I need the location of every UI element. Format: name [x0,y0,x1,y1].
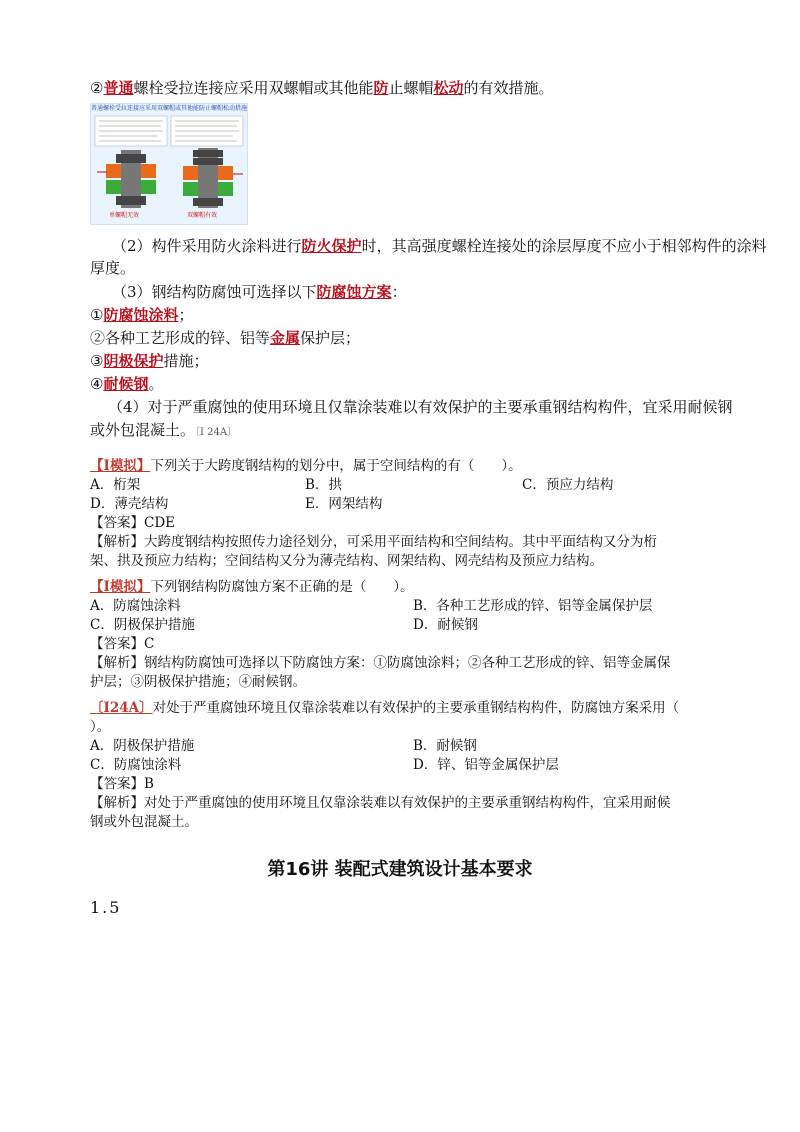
figure-label-left: 单螺帽无效 [109,212,140,219]
q1-explanation-line1: 【解析】大跨度钢结构按照传力途径划分，可采用平面结构和空间结构。其中平面结构又分为桁 [90,534,657,550]
option-item-2: ②各种工艺形成的锌、铝等金属保护层； [90,329,361,347]
question-3-stem-line2: ）。 [90,719,111,735]
option-item-3: ③阴极保护措施； [90,352,209,370]
q3-option-b: B．耐候钢 [413,738,477,754]
section-number: 1.5 [90,898,122,917]
q1-option-c: C．预应力结构 [522,477,614,493]
q2-explanation-line1: 【解析】钢结构防腐蚀可选择以下防腐蚀方案：①防腐蚀涂料；②各种工艺形成的锌、铝等金属保 [90,655,671,671]
bolt-figure [90,103,248,225]
q2-option-a: A．防腐蚀涂料 [90,598,181,614]
q1-option-b: B．拱 [305,477,342,493]
option-item-4: ④耐候钢。 [90,375,164,393]
q3-explanation-line2: 钢或外包混凝土。 [90,814,198,830]
question-3-stem: 〔I24A〕对处于严重腐蚀环境且仅靠涂装难以有效保护的主要承重钢结构构件，防腐蚀方案采用（ [90,700,680,716]
figure-caption: 普通螺栓受拉连接应采用双螺帽或其他能防止螺帽松动措施 [91,105,247,112]
q3-explanation-line1: 【解析】对处于严重腐蚀的使用环境且仅靠涂装难以有效保护的主要承重钢结构构件，宜采用耐候 [90,795,671,811]
question-2-stem: 【I模拟】下列钢结构防腐蚀方案不正确的是（ ）。 [90,579,414,595]
q1-option-e: E．网架结构 [305,496,383,512]
q2-option-c: C．阴极保护措施 [90,617,195,633]
q3-option-d: D．锌、铝等金属保护层 [413,757,559,773]
q2-option-b: B．各种工艺形成的锌、铝等金属保护层 [413,598,653,614]
option-item-1: ①防腐蚀涂料； [90,306,194,324]
q1-answer: 【答案】CDE [90,515,176,531]
lecture-heading: 第16讲 装配式建筑设计基本要求 [267,859,533,880]
q1-option-d: D．薄壳结构 [90,496,169,512]
q3-option-c: C．防腐蚀涂料 [90,757,182,773]
q2-explanation-line2: 护层；③阴极保护措施；④耐候钢。 [90,674,306,690]
q1-explanation-line2: 架、拱及预应力结构；空间结构又分为薄壳结构、网架结构、网壳结构及预应力结构。 [90,553,603,569]
statement-fireproof: （2）构件采用防火涂料进行防火保护时，其高强度螺栓连接处的涂层厚度不应小于相邻构件的涂料 [112,237,767,255]
statement-fireproof-line2: 厚度。 [90,259,136,277]
statement-bolt: ②普通螺栓受拉连接应采用双螺帽或其他能防止螺帽松动的有效措施。 [90,79,554,97]
q3-option-a: A．阴极保护措施 [90,738,195,754]
statement-anticorrosion: （3）钢结构防腐蚀可选择以下防腐蚀方案： [112,283,407,301]
q1-option-a: A．桁架 [90,477,141,493]
q2-option-d: D．耐候钢 [413,617,478,633]
q2-answer: 【答案】C [90,636,155,652]
statement-weathering-line2: 或外包混凝土。〔I 24A〕 [90,421,238,439]
bolt-diagram-image [91,104,247,224]
q3-answer: 【答案】B [90,776,154,792]
figure-label-right: 双螺帽有效 [187,212,218,219]
statement-weathering-line1: （4）对于严重腐蚀的使用环境且仅靠涂装难以有效保护的主要承重钢结构构件，宜采用耐候钢 [108,398,733,416]
question-1-stem: 【I模拟】下列关于大跨度钢结构的划分中，属于空间结构的有（ ）。 [90,458,522,474]
